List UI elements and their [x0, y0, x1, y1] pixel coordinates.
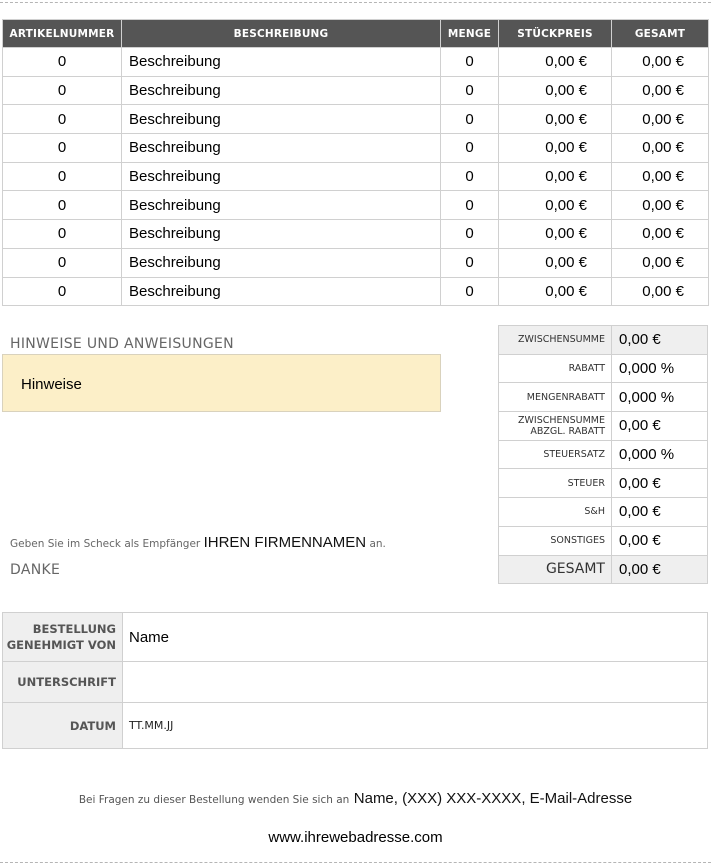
contact-prefix: Bei Fragen zu dieser Bestellung wenden Sie sich an: [78, 794, 350, 806]
item-total-cell[interactable]: 0,00 €: [612, 76, 709, 105]
company-name: IHREN FIRMENNAMEN: [203, 534, 367, 551]
item-unit-price-cell[interactable]: 0,00 €: [499, 76, 612, 105]
header-menge: MENGE: [441, 20, 499, 48]
item-number-cell[interactable]: 0: [3, 191, 122, 220]
totals-label: ZWISCHENSUMME ABZGL. RABATT: [499, 412, 612, 441]
totals-label: ZWISCHENSUMME: [499, 326, 612, 355]
item-row: [3, 248, 709, 277]
item-row: [3, 48, 709, 77]
items-table: [2, 19, 709, 306]
item-total-cell[interactable]: 0,00 €: [612, 220, 709, 249]
payee-suffix: an.: [369, 538, 386, 550]
date-label: DATUM: [3, 703, 123, 749]
item-unit-price-cell[interactable]: 0,00 €: [499, 277, 612, 306]
item-unit-price-cell[interactable]: 0,00 €: [499, 134, 612, 163]
totals-value[interactable]: 0,000 %: [612, 440, 708, 469]
totals-label: S&H: [499, 498, 612, 527]
items-header-row: [3, 20, 709, 48]
item-unit-price-cell[interactable]: 0,00 €: [499, 162, 612, 191]
header-stueckpreis: STÜCKPREIS: [499, 20, 612, 48]
totals-row: [499, 526, 708, 555]
thanks-text: DANKE: [10, 562, 61, 578]
item-number-cell[interactable]: 0: [3, 220, 122, 249]
signature-row: [3, 662, 708, 703]
totals-row: [499, 469, 708, 498]
totals-row: [499, 326, 708, 355]
item-number-cell[interactable]: 0: [3, 134, 122, 163]
notes-box[interactable]: [2, 354, 441, 412]
item-number-cell[interactable]: 0: [3, 162, 122, 191]
item-description-cell[interactable]: Beschreibung: [122, 134, 441, 163]
item-total-cell[interactable]: 0,00 €: [612, 48, 709, 77]
notes-heading: HINWEISE UND ANWEISUNGEN: [10, 336, 234, 352]
approval-table: [2, 612, 708, 749]
item-description-cell[interactable]: Beschreibung: [122, 76, 441, 105]
date-value[interactable]: TT.MM.JJ: [123, 703, 708, 749]
totals-value[interactable]: 0,00 €: [612, 326, 708, 355]
item-quantity-cell[interactable]: 0: [441, 76, 499, 105]
item-quantity-cell[interactable]: 0: [441, 48, 499, 77]
header-artikelnummer: ARTIKELNUMMER: [3, 20, 122, 48]
totals-label: RABATT: [499, 354, 612, 383]
item-row: [3, 76, 709, 105]
date-row: [3, 703, 708, 749]
item-unit-price-cell[interactable]: 0,00 €: [499, 248, 612, 277]
totals-value[interactable]: 0,00 €: [612, 412, 708, 441]
totals-value[interactable]: 0,00 €: [612, 555, 708, 584]
item-row: [3, 162, 709, 191]
item-unit-price-cell[interactable]: 0,00 €: [499, 105, 612, 134]
totals-row: [499, 383, 708, 412]
totals-label: GESAMT: [499, 555, 612, 584]
top-dashed-divider: [0, 2, 711, 3]
totals-value[interactable]: 0,00 €: [612, 469, 708, 498]
item-unit-price-cell[interactable]: 0,00 €: [499, 48, 612, 77]
approved-by-value[interactable]: Name: [123, 613, 708, 662]
item-total-cell[interactable]: 0,00 €: [612, 162, 709, 191]
item-row: [3, 220, 709, 249]
item-number-cell[interactable]: 0: [3, 277, 122, 306]
item-number-cell[interactable]: 0: [3, 48, 122, 77]
approved-by-label: BESTELLUNG GENEHMIGT VON: [3, 613, 123, 662]
item-description-cell[interactable]: Beschreibung: [122, 48, 441, 77]
item-unit-price-cell[interactable]: 0,00 €: [499, 220, 612, 249]
totals-row: [499, 498, 708, 527]
item-quantity-cell[interactable]: 0: [441, 220, 499, 249]
totals-label: SONSTIGES: [499, 526, 612, 555]
item-row: [3, 277, 709, 306]
item-number-cell[interactable]: 0: [3, 105, 122, 134]
bottom-dashed-divider: [0, 862, 711, 863]
contact-line: [0, 790, 711, 808]
totals-label: STEUERSATZ: [499, 440, 612, 469]
header-beschreibung: BESCHREIBUNG: [122, 20, 441, 48]
totals-row: [499, 412, 708, 441]
header-gesamt: GESAMT: [612, 20, 709, 48]
item-quantity-cell[interactable]: 0: [441, 248, 499, 277]
item-number-cell[interactable]: 0: [3, 248, 122, 277]
totals-label: MENGENRABATT: [499, 383, 612, 412]
item-quantity-cell[interactable]: 0: [441, 134, 499, 163]
item-total-cell[interactable]: 0,00 €: [612, 134, 709, 163]
signature-label: UNTERSCHRIFT: [3, 662, 123, 703]
item-description-cell[interactable]: Beschreibung: [122, 277, 441, 306]
item-description-cell[interactable]: Beschreibung: [122, 191, 441, 220]
item-description-cell[interactable]: Beschreibung: [122, 162, 441, 191]
contact-info: Name, (XXX) XXX-XXXX, E-Mail-Adresse: [353, 790, 633, 807]
notes-text: Hinweise: [21, 376, 82, 393]
item-description-cell[interactable]: Beschreibung: [122, 248, 441, 277]
totals-table: [498, 325, 708, 584]
item-total-cell[interactable]: 0,00 €: [612, 277, 709, 306]
item-unit-price-cell[interactable]: 0,00 €: [499, 191, 612, 220]
totals-row: [499, 354, 708, 383]
totals-value[interactable]: 0,00 €: [612, 498, 708, 527]
item-quantity-cell[interactable]: 0: [441, 277, 499, 306]
item-description-cell[interactable]: Beschreibung: [122, 220, 441, 249]
totals-value[interactable]: 0,000 %: [612, 383, 708, 412]
signature-value[interactable]: [123, 662, 708, 703]
approved-by-row: [3, 613, 708, 662]
item-total-cell[interactable]: 0,00 €: [612, 105, 709, 134]
totals-label: STEUER: [499, 469, 612, 498]
totals-row: [499, 440, 708, 469]
item-total-cell[interactable]: 0,00 €: [612, 248, 709, 277]
item-quantity-cell[interactable]: 0: [441, 191, 499, 220]
totals-row: [499, 555, 708, 584]
item-quantity-cell[interactable]: 0: [441, 105, 499, 134]
item-row: [3, 191, 709, 220]
totals-value[interactable]: 0,000 %: [612, 354, 708, 383]
item-row: [3, 134, 709, 163]
website-url[interactable]: www.ihrewebadresse.com: [268, 829, 443, 846]
item-description-cell[interactable]: Beschreibung: [122, 105, 441, 134]
payee-prefix: Geben Sie im Scheck als Empfänger: [10, 538, 201, 550]
payee-line: [10, 534, 386, 551]
item-number-cell[interactable]: 0: [3, 76, 122, 105]
totals-value[interactable]: 0,00 €: [612, 526, 708, 555]
item-total-cell[interactable]: 0,00 €: [612, 191, 709, 220]
item-row: [3, 105, 709, 134]
item-quantity-cell[interactable]: 0: [441, 162, 499, 191]
